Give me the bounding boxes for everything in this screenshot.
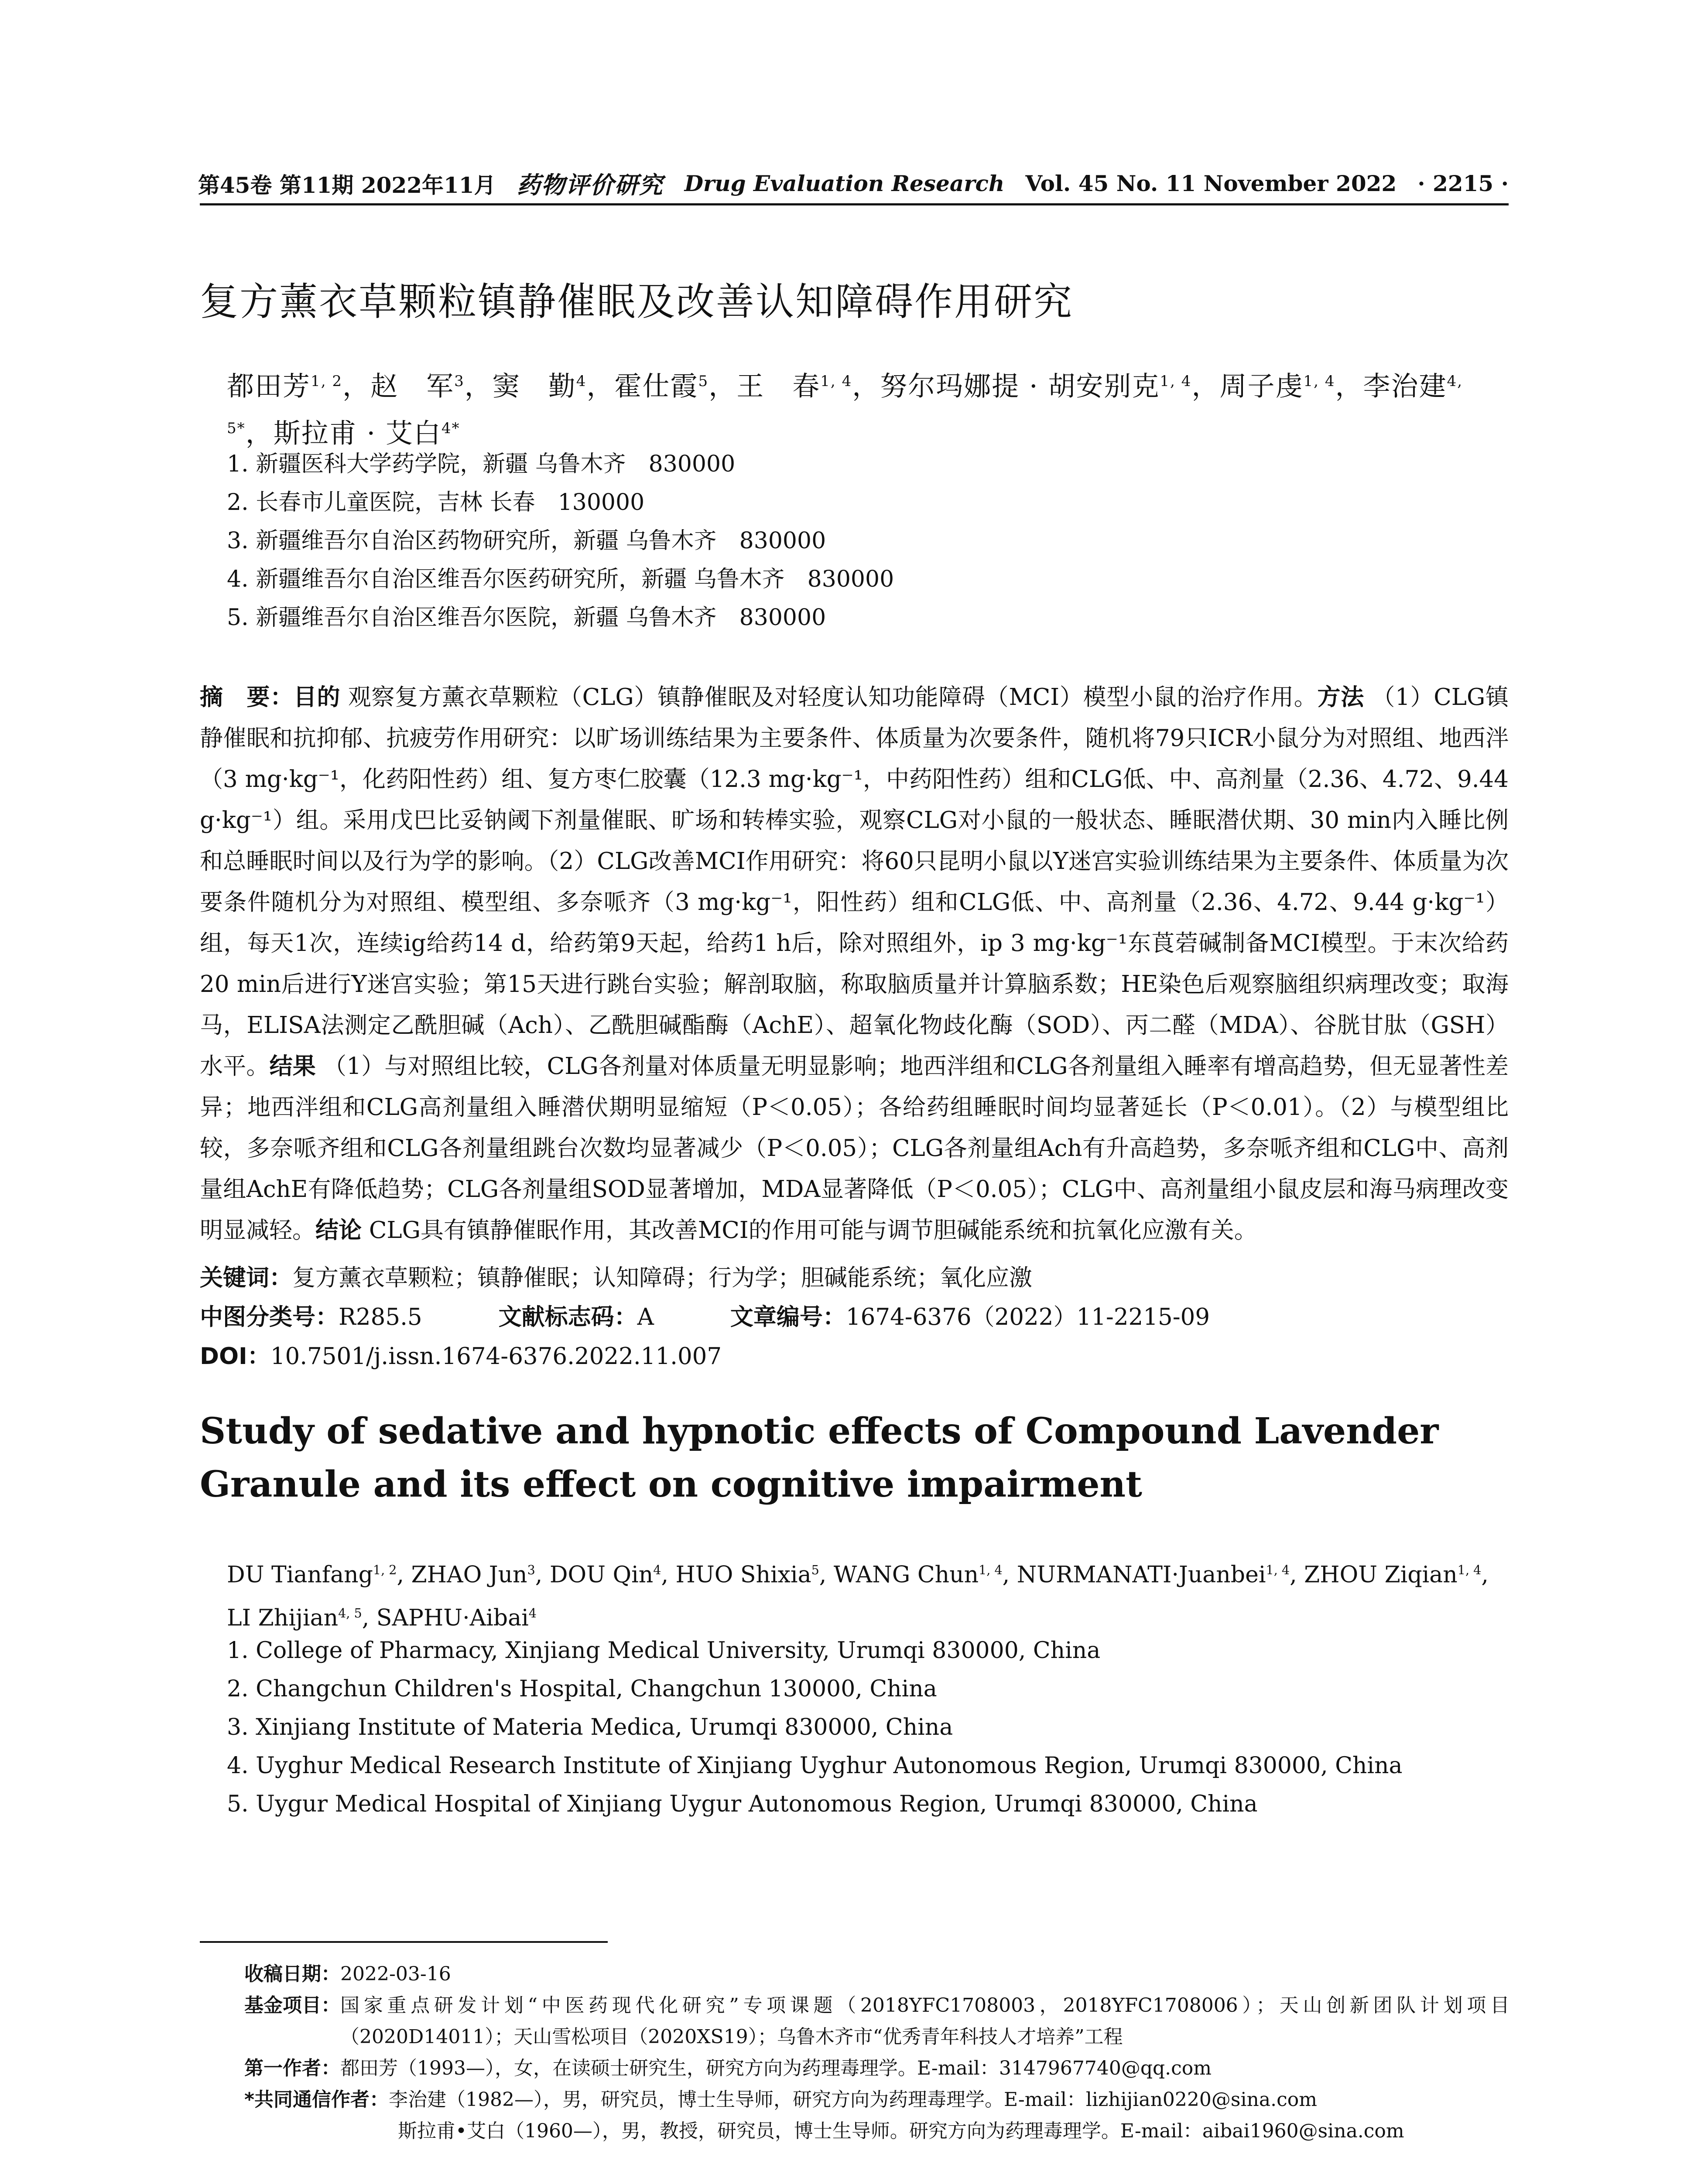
abstract xyxy=(200,677,1509,1251)
author-affiliation-marker: 1, 2 xyxy=(373,1562,397,1577)
author-name: 窦 勤 xyxy=(492,370,576,402)
author-name: SAPHU·Aibai xyxy=(376,1605,529,1631)
corresponding-label: *共同通信作者： xyxy=(244,2089,389,2111)
author-affiliation-marker: 4 xyxy=(528,1606,537,1621)
author-affiliation-marker: 1, 4 xyxy=(979,1562,1003,1577)
objective-text: 观察复方薰衣草颗粒（CLG）镇静催眠及对轻度认知功能障碍（MCI）模型小鼠的治疗作用。 xyxy=(340,684,1318,711)
affiliation-item: 3. Xinjiang Institute of Materia Medica, Urumqi 830000, China xyxy=(227,1714,953,1740)
author-name: 霍仕霞 xyxy=(614,370,698,402)
article-number-value: 1674-6376（2022）11-2215-09 xyxy=(845,1304,1210,1330)
methods-text: （1）CLG镇静催眠和抗抑郁、抗疲劳作用研究：以旷场训练结果为主要条件、体质量为次要条件，随机将79只ICR小鼠分为对照组、地西泮（3 mg·kg⁻¹，化药阳性药）组、复方枣仁胶囊（12.3 mg·kg⁻¹，中药阳性药）组和CLG低、中、高剂量（2.36、4.72、9.44 g·kg⁻¹）组。采用戊巴比妥钠阈下剂量催眠、旷场和转棒实验，观察CLG对小鼠的一般状态、睡眠潜伏期、30 min内入睡比例和总睡眠时间以及行为学的影响。（2）CLG改善MCI作用研究：将60只昆明小鼠以Y迷宫实验训练结果为主要条件、体质量为次要条件随机分为对照组、模型组、多奈哌齐（3 mg·kg⁻¹，阳性药）组和CLG低、中、高剂量（2.36、4.72、9.44 g·kg⁻¹）组，每天1次，连续ig给药14 d，给药第9天起，给药1 h后，除对照组外，ip 3 mg·kg⁻¹东莨菪碱制备MCI模型。于末次给药20 min后进行Y迷宫实验；第15天进行跳台实验；解剖取脑，称取脑质量并计算脑系数；HE染色后观察脑组织病理改变；取海马，ELISA法测定乙酰胆碱（Ach）、乙酰胆碱酯酶（AchE）、超氧化物歧化酶（SOD）、丙二醛（MDA）、谷胱甘肽（GSH）水平。 xyxy=(200,684,1509,1080)
affiliation-item: 2. 长春市儿童医院，吉林 长春 130000 xyxy=(227,489,645,516)
doc-code-label: 文献标志码： xyxy=(498,1304,637,1330)
corresponding-author-note xyxy=(244,2084,1509,2116)
affiliation-item: 4. 新疆维吾尔自治区维吾尔医药研究所，新疆 乌鲁木齐 830000 xyxy=(227,566,894,592)
fund-label: 基金项目： xyxy=(244,1994,340,2017)
first-author-label: 第一作者： xyxy=(244,2057,340,2079)
author-list-cn: 都田芳$^{1, 2}$，赵 军$^3$，窦 勤$^4$，霍仕霞$^5$，王 春$^{1, 4}$，努尔玛娜提 · 胡安别克$^{1, 4}$，周子虔$^{1, 4}$，李治建$^{4, 5*}$，斯拉甫 · 艾白$^{4*}$ xyxy=(227,370,1463,449)
author-name: LI Zhijian xyxy=(227,1605,339,1631)
author-affiliation-marker: 1, 4 xyxy=(1266,1562,1290,1577)
author-name: ZHOU Ziqian xyxy=(1304,1562,1458,1588)
affiliation-list-cn xyxy=(227,445,1492,637)
header-volume-cn: 第45卷 第11期 2022年11月 xyxy=(198,172,496,198)
received-value: 2022-03-16 xyxy=(340,1963,451,1985)
author-name: 李治建 xyxy=(1363,370,1447,402)
author-name: ZHAO Jun xyxy=(411,1562,527,1588)
author-affiliation-marker: 3 xyxy=(454,373,465,390)
conclusion-text: CLG具有镇静催眠作用，其改善MCI的作用可能与调节胆碱能系统和抗氧化应激有关。 xyxy=(362,1217,1257,1244)
author-affiliation-marker: 4 xyxy=(576,373,587,390)
affiliation-item: 2. Changchun Children's Hospital, Changchun 130000, China xyxy=(227,1676,937,1702)
affiliation-item: 1. College of Pharmacy, Xinjiang Medical University, Urumqi 830000, China xyxy=(227,1637,1101,1664)
affiliation-item: 5. Uygur Medical Hospital of Xinjiang Uygur Autonomous Region, Urumqi 830000, China xyxy=(227,1791,1258,1817)
author-affiliation-marker: 1, 4 xyxy=(1303,373,1335,390)
author-list-en: DU Tianfang$^{1, 2}$, ZHAO Jun$^3$, DOU Qin$^4$, HUO Shixia$^5$, WANG Chun$^{1, 4}$, NURMANATI·Juanbei$^{1, 4}$, ZHOU Ziqian$^{1, 4}$, LI Zhijian$^{4, 5}$, SAPHU·Aibai$^4$ xyxy=(227,1562,1489,1631)
affiliation-item: 5. 新疆维吾尔自治区维吾尔医院，新疆 乌鲁木齐 830000 xyxy=(227,605,826,631)
author-affiliation-marker: 4, 5 xyxy=(338,1606,362,1621)
results-label: 结果 xyxy=(269,1053,316,1080)
author-name: WANG Chun xyxy=(833,1562,979,1588)
author-name: 赵 军 xyxy=(370,370,455,402)
header-rule xyxy=(200,203,1509,205)
author-affiliation-marker: 4* xyxy=(441,419,460,437)
affiliation-item: 3. 新疆维吾尔自治区药物研究所，新疆 乌鲁木齐 830000 xyxy=(227,528,826,554)
doc-code-value: A xyxy=(637,1304,654,1330)
classification-line xyxy=(200,1300,1509,1335)
keywords-text: 复方薰衣草颗粒；镇静催眠；认知障碍；行为学；胆碱能系统；氧化应激 xyxy=(292,1265,1032,1291)
fund-note xyxy=(244,1990,1509,2053)
clc-value: R285.5 xyxy=(339,1304,422,1330)
author-name: 周子虔 xyxy=(1219,370,1304,402)
footnotes xyxy=(244,1959,1509,2147)
author-affiliation-marker: 1, 4 xyxy=(1160,373,1192,390)
corresponding-author-note-2 xyxy=(244,2116,1509,2147)
footnote-rule xyxy=(200,1941,608,1943)
journal-logo-cn: 药物评价研究 xyxy=(517,171,664,199)
author-name: NURMANATI·Juanbei xyxy=(1017,1562,1266,1588)
author-name: 努尔玛娜提 · 胡安别克 xyxy=(880,370,1160,402)
article-number-label: 文章编号： xyxy=(730,1304,846,1330)
affiliation-item: 4. Uyghur Medical Research Institute of Xinjiang Uyghur Autonomous Region, Urumqi 830000, China xyxy=(227,1753,1403,1779)
author-name: DOU Qin xyxy=(549,1562,654,1588)
conclusion-label: 结论 xyxy=(315,1217,362,1244)
methods-label: 方法 xyxy=(1317,684,1364,711)
author-affiliation-marker: 1, 2 xyxy=(311,373,343,390)
author-name: 都田芳 xyxy=(227,370,311,402)
page-number: · 2215 · xyxy=(1417,171,1509,196)
corresponding-text-2: 斯拉甫•艾白（1960—），男，教授，研究员，博士生导师。研究方向为药理毒理学。E-mail：aibai1960@sina.com xyxy=(398,2120,1404,2142)
clc-label: 中图分类号： xyxy=(200,1304,339,1330)
keywords-label: 关键词： xyxy=(200,1265,292,1291)
author-affiliation-marker: 4 xyxy=(653,1562,661,1577)
first-author-text: 都田芳（1993—），女，在读硕士研究生，研究方向为药理毒理学。E-mail：3147967740@qq.com xyxy=(340,2057,1212,2079)
header-volume-en: Vol. 45 No. 11 November 2022 xyxy=(1025,171,1397,196)
received-label: 收稿日期： xyxy=(244,1963,340,1985)
doi-line xyxy=(200,1339,1509,1374)
abstract-label: 摘 要： xyxy=(200,684,294,711)
author-affiliation-marker: 3 xyxy=(527,1562,535,1577)
keywords-line xyxy=(200,1261,1509,1296)
article-title-cn: 复方薰衣草颗粒镇静催眠及改善认知障碍作用研究 xyxy=(200,279,1074,324)
doi-link[interactable]: 10.7501/j.issn.1674-6376.2022.11.007 xyxy=(270,1343,722,1370)
author-name: HUO Shixia xyxy=(675,1562,811,1588)
author-name: 斯拉甫 · 艾白 xyxy=(273,417,442,449)
running-header xyxy=(200,167,1509,200)
affiliation-item: 1. 新疆医科大学药学院，新疆 乌鲁木齐 830000 xyxy=(227,451,736,477)
objective-label: 目的 xyxy=(293,684,341,711)
author-affiliation-marker: 1, 4 xyxy=(1457,1562,1482,1577)
journal-name-en: Drug Evaluation Research xyxy=(684,171,1005,196)
author-affiliation-marker: 5 xyxy=(811,1562,819,1577)
article-title-en: Study of sedative and hypnotic effects of Compound Lavender Granule and its effect on cognitive impairment xyxy=(200,1410,1439,1505)
received-date xyxy=(244,1959,1509,1990)
first-author-note xyxy=(244,2053,1509,2084)
author-affiliation-marker: 1, 4 xyxy=(820,373,852,390)
doi-label: DOI： xyxy=(200,1343,270,1370)
results-text: （1）与对照组比较，CLG各剂量对体质量无明显影响；地西泮组和CLG各剂量组入睡率有增高趋势，但无显著性差异；地西泮组和CLG高剂量组入睡潜伏期明显缩短（P＜0.05）；各给药组睡眠时间均显著延长（P＜0.01）。（2）与模型组比较，多奈哌齐组和CLG各剂量组跳台次数均显著减少（P＜0.05）；CLG各剂量组Ach有升高趋势，多奈哌齐组和CLG中、高剂量组AchE有降低趋势；CLG各剂量组SOD显著增加，MDA显著降低（P＜0.05）；CLG中、高剂量组小鼠皮层和海马病理改变明显减轻。 xyxy=(200,1053,1509,1244)
author-affiliation-marker: 4, 5* xyxy=(227,373,1463,437)
affiliation-list-en xyxy=(227,1631,1492,1823)
author-name: 王 春 xyxy=(736,370,821,402)
fund-text: 国家重点研发计划“中医药现代化研究”专项课题（2018YFC1708003，2018YFC1708006）；天山创新团队计划项目（2020D14011）；天山雪松项目（2020XS19）；乌鲁木齐市“优秀青年科技人才培养”工程 xyxy=(340,1994,1509,2048)
author-name: DU Tianfang xyxy=(227,1562,373,1588)
corresponding-text-1: 李治建（1982—），男，研究员，博士生导师，研究方向为药理毒理学。E-mail：lizhijian0220@sina.com xyxy=(389,2089,1317,2111)
author-affiliation-marker: 5 xyxy=(698,373,709,390)
